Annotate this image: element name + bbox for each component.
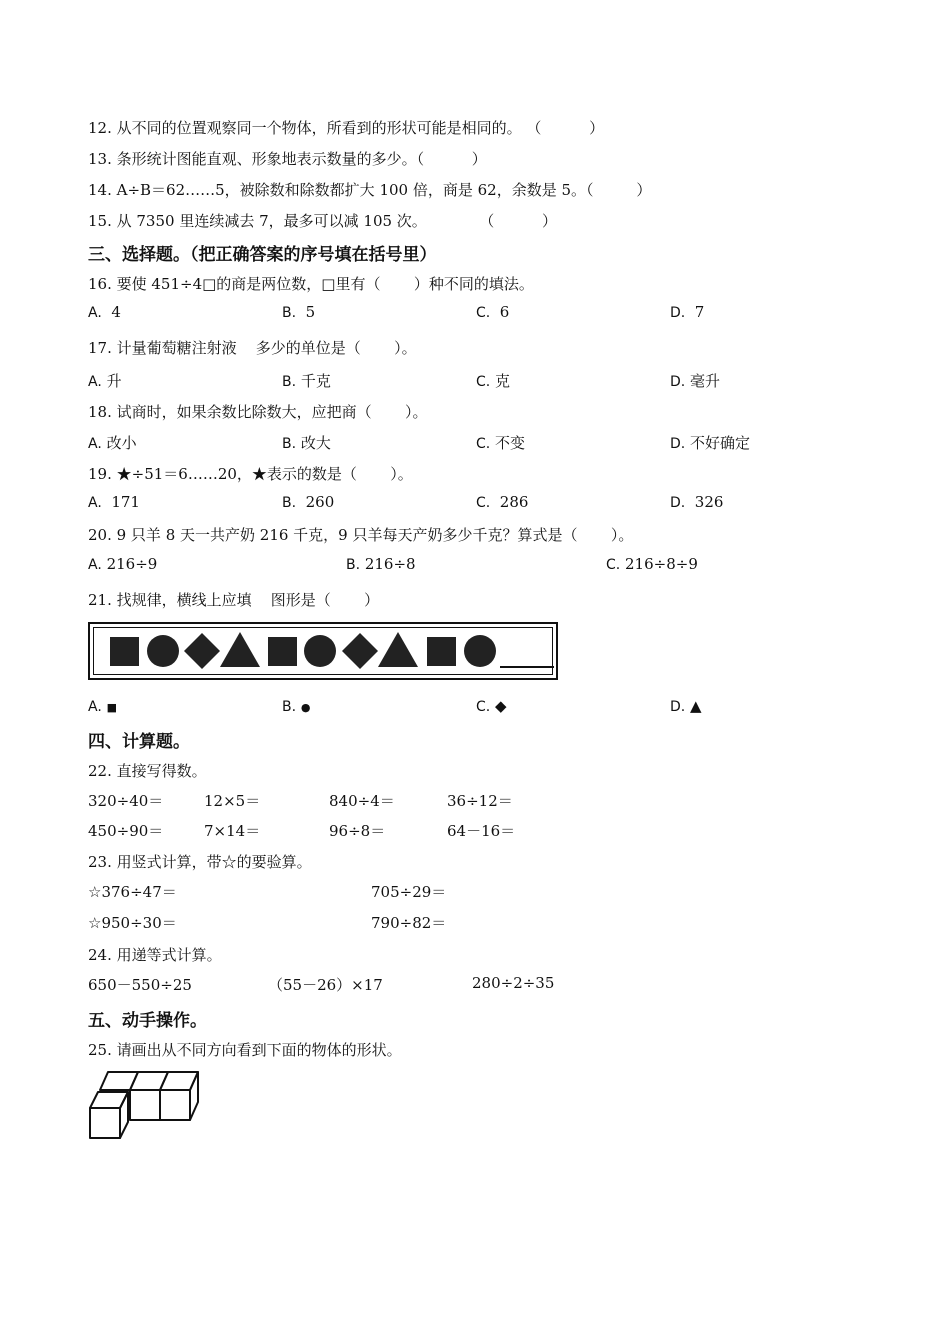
pattern-sequence [90, 624, 556, 678]
cube-top-face [130, 1072, 168, 1090]
vertical-calc-item: 705÷29＝ [371, 883, 447, 901]
q16-option-c[interactable]: C. 6 [476, 303, 510, 321]
q21-option-d[interactable]: D. ▲ [670, 697, 702, 715]
q17-option-b[interactable]: B. 千克 [282, 372, 331, 390]
pattern-sequence-box [88, 622, 558, 680]
calc-item: 450÷90＝ [88, 822, 164, 840]
question-16: 16. 要使 451÷4□的商是两位数，□里有（ ）种不同的填法。 [88, 275, 534, 293]
question-21: 21. 找规律，横线上应填 图形是（ ） [88, 591, 380, 609]
q17-option-c[interactable]: C. 克 [476, 372, 511, 390]
q19-option-a[interactable]: A. 171 [88, 493, 140, 511]
question-25: 25. 请画出从不同方向看到下面的物体的形状。 [88, 1041, 402, 1059]
q17-option-a[interactable]: A. 升 [88, 372, 122, 390]
cube-front-face [90, 1108, 120, 1138]
q20-option-b[interactable]: B. 216÷8 [346, 555, 416, 573]
triangle-shape-2 [378, 632, 418, 667]
question-24: 24. 用递等式计算。 [88, 946, 222, 964]
q20-option-a[interactable]: A. 216÷9 [88, 555, 158, 573]
question-15: 15. 从 7350 里连续减去 7，最多可以减 105 次。 （ ） [88, 212, 557, 230]
question-20: 20. 9 只羊 8 天一共产奶 216 千克，9 只羊每天产奶多少千克？算式是（ ）。 [88, 526, 634, 544]
q16-option-b[interactable]: B. 5 [282, 303, 316, 321]
stepwise-calc-item: （55－26）×17 [268, 976, 383, 994]
triangle-shape-1 [220, 632, 260, 667]
question-22: 22. 直接写得数。 [88, 762, 207, 780]
q16-option-a[interactable]: A. 4 [88, 303, 121, 321]
q21-option-c[interactable]: C. ◆ [476, 697, 507, 715]
question-12: 12. 从不同的位置观察同一个物体，所看到的形状可能是相同的。 （ ） [88, 119, 605, 137]
calc-item: 96÷8＝ [329, 822, 386, 840]
section-4-heading: 四、计算题。 [88, 732, 190, 752]
calc-item: 7×14＝ [204, 822, 261, 840]
question-23: 23. 用竖式计算，带☆的要验算。 [88, 853, 312, 871]
diamond-shape-2 [342, 633, 378, 669]
stepwise-calc-item: 280÷2÷35 [472, 974, 555, 992]
cube-front-face [130, 1090, 160, 1120]
q20-option-c[interactable]: C. 216÷8÷9 [606, 555, 698, 573]
cube-top-face [100, 1072, 138, 1090]
q18-option-c[interactable]: C. 不变 [476, 434, 526, 452]
square-shape-1 [110, 637, 139, 666]
q18-option-d[interactable]: D. 不好确定 [670, 434, 751, 452]
q21-option-a[interactable]: A. ■ [88, 699, 117, 715]
diamond-icon: ◆ [495, 697, 507, 715]
calc-item: 840÷4＝ [329, 792, 395, 810]
small-circle-icon: ● [300, 701, 311, 714]
calc-item: 320÷40＝ [88, 792, 164, 810]
cube-top-face [160, 1072, 198, 1090]
question-19: 19. ★÷51＝6……20，★表示的数是（ ）。 [88, 465, 413, 483]
q19-option-b[interactable]: B. 260 [282, 493, 335, 511]
square-shape-3 [427, 637, 456, 666]
section-5-heading: 五、动手操作。 [88, 1011, 207, 1031]
question-18: 18. 试商时，如果余数比除数大，应把商（ ）。 [88, 403, 428, 421]
q18-option-b[interactable]: B. 改大 [282, 434, 331, 452]
q19-option-d[interactable]: D. 326 [670, 493, 724, 511]
circle-shape-1 [147, 635, 179, 667]
q19-option-c[interactable]: C. 286 [476, 493, 529, 511]
question-14: 14. A÷B＝62……5，被除数和除数都扩大 100 倍，商是 62，余数是 5。（ ） [88, 181, 652, 199]
circle-shape-3 [464, 635, 496, 667]
question-13: 13. 条形统计图能直观、形象地表示数量的多少。（ ） [88, 150, 487, 168]
q16-option-d[interactable]: D. 7 [670, 303, 705, 321]
vertical-calc-item: ☆376÷47＝ [88, 883, 177, 901]
cube-front-face [160, 1090, 190, 1120]
calc-item: 64－16＝ [447, 822, 516, 840]
calc-item: 36÷12＝ [447, 792, 513, 810]
triangle-icon: ▲ [690, 697, 702, 715]
diamond-shape-1 [184, 633, 220, 669]
q17-option-d[interactable]: D. 毫升 [670, 372, 721, 390]
calc-item: 12×5＝ [204, 792, 261, 810]
question-17: 17. 计量葡萄糖注射液 多少的单位是（ ）。 [88, 339, 417, 357]
vertical-calc-item: ☆950÷30＝ [88, 914, 177, 932]
q18-option-a[interactable]: A. 改小 [88, 434, 137, 452]
cube-side-face [120, 1092, 128, 1138]
square-shape-2 [268, 637, 297, 666]
q21-option-b[interactable]: B. ● [282, 699, 311, 715]
stepwise-calc-item: 650－550÷25 [88, 976, 192, 994]
cube-side-face [190, 1072, 198, 1120]
section-3-heading: 三、选择题。（把正确答案的序号填在括号里） [88, 245, 437, 265]
circle-shape-2 [304, 635, 336, 667]
cube-stack-figure [86, 1070, 210, 1142]
vertical-calc-item: 790÷82＝ [371, 914, 447, 932]
small-square-icon: ■ [106, 701, 117, 714]
